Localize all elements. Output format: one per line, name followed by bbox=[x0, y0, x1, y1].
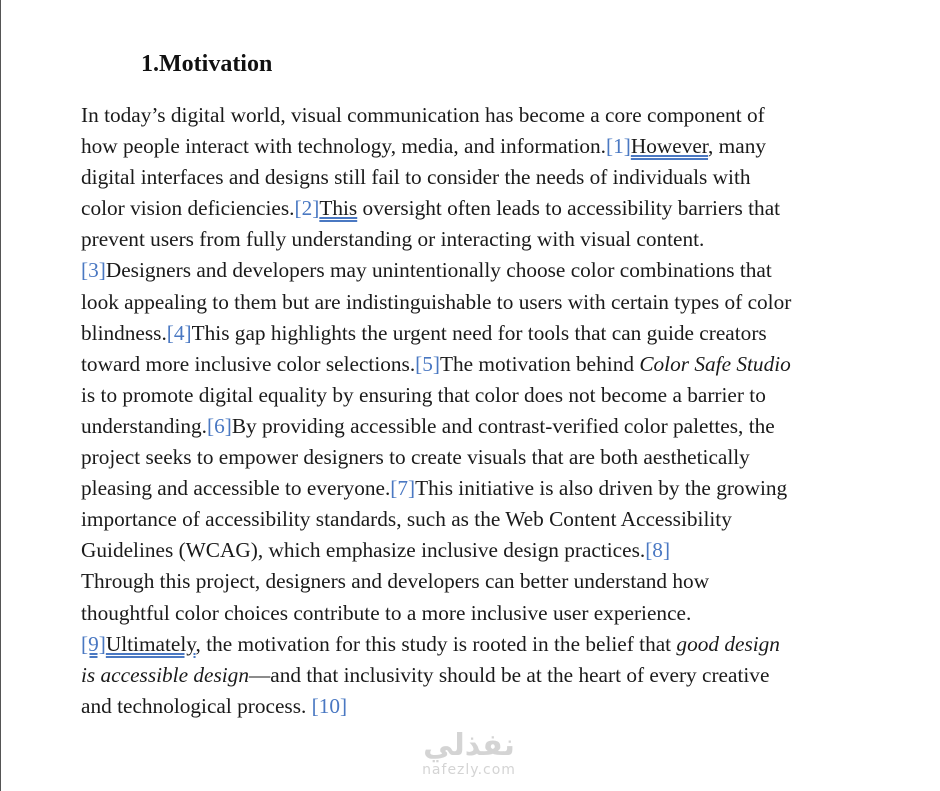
citation-link[interactable]: [3] bbox=[81, 258, 106, 283]
text-run: Designers and developers may unintentionally choose color combinations that bbox=[105, 258, 772, 283]
text-line bbox=[81, 473, 871, 504]
text-line bbox=[81, 691, 871, 722]
text-line bbox=[81, 380, 871, 411]
text-run: Guidelines (WCAG), which emphasize inclusive design practices. bbox=[81, 538, 646, 563]
text-run: toward more inclusive color selections. bbox=[81, 351, 416, 376]
text-run: is accessible design bbox=[81, 662, 249, 687]
text-run: importance of accessibility standards, such as the Web Content Accessibility bbox=[81, 507, 732, 532]
text-run: This bbox=[319, 196, 358, 221]
text-line bbox=[81, 504, 871, 535]
text-run: color vision deficiencies. bbox=[81, 196, 295, 221]
text-line bbox=[81, 442, 871, 473]
text-line bbox=[81, 162, 871, 193]
text-run: Color Safe Studio bbox=[639, 351, 791, 376]
text-line bbox=[81, 131, 871, 162]
text-line bbox=[81, 598, 871, 629]
text-line bbox=[81, 224, 871, 255]
citation-link[interactable]: [8] bbox=[645, 538, 671, 563]
text-run: pleasing and accessible to everyone. bbox=[81, 476, 391, 501]
text-run: how people interact with technology, media, and information. bbox=[81, 134, 606, 159]
text-run: However bbox=[630, 134, 709, 159]
text-run: thoughtful color choices contribute to a more inclusive user experience. bbox=[81, 600, 692, 625]
text-line bbox=[81, 193, 871, 224]
text-run: Through this project, designers and developers can better understand how bbox=[81, 569, 710, 594]
text-run: oversight often leads to accessibility barriers that bbox=[357, 196, 781, 221]
text-run: This gap highlights the urgent need for tools that can guide creators bbox=[191, 320, 767, 345]
text-run: The motivation behind bbox=[440, 351, 640, 376]
citation-link[interactable]: [9] bbox=[81, 631, 106, 656]
section-heading: 1.Motivation bbox=[141, 51, 273, 77]
citation-link[interactable]: [5] bbox=[415, 351, 440, 376]
text-run: digital interfaces and designs still fail to consider the needs of individuals with bbox=[81, 165, 751, 190]
text-run: blindness. bbox=[81, 320, 167, 345]
page-left-border bbox=[0, 0, 1, 791]
text-run: , the motivation for this study is rooted in the belief that bbox=[195, 631, 677, 656]
citation-link[interactable]: [2] bbox=[294, 196, 320, 221]
text-run: good design bbox=[676, 631, 780, 656]
text-run: understanding. bbox=[81, 413, 207, 438]
watermark-latin: nafezly.com bbox=[422, 762, 516, 778]
text-line bbox=[81, 255, 871, 286]
text-line bbox=[81, 566, 871, 597]
text-run: This initiative is also driven by the growing bbox=[415, 476, 788, 501]
text-run: —and that inclusivity should be at the heart of every creative bbox=[248, 662, 770, 687]
text-line bbox=[81, 287, 871, 318]
text-run: is to promote digital equality by ensuring that color does not become a barrier to bbox=[81, 382, 766, 407]
text-run: Ultimately bbox=[105, 631, 196, 656]
text-run: , many bbox=[708, 134, 766, 159]
text-line bbox=[81, 629, 871, 660]
watermark-arabic: نفذلي bbox=[423, 728, 515, 763]
text-line bbox=[81, 535, 871, 566]
text-line bbox=[81, 660, 871, 691]
text-line bbox=[81, 318, 871, 349]
text-run: prevent users from fully understanding or interacting with visual content. bbox=[81, 227, 705, 252]
citation-link[interactable]: [7] bbox=[390, 476, 416, 501]
citation-link[interactable]: [6] bbox=[206, 413, 232, 438]
watermark bbox=[409, 730, 529, 778]
citation-link[interactable]: [4] bbox=[166, 320, 192, 345]
text-run: project seeks to empower designers to create visuals that are both aesthetically bbox=[81, 445, 750, 470]
citation-link[interactable]: [10] bbox=[311, 693, 348, 718]
text-line bbox=[81, 349, 871, 380]
text-run: and technological process. bbox=[81, 693, 312, 718]
text-line bbox=[81, 100, 871, 131]
body-paragraph bbox=[81, 100, 871, 722]
text-line bbox=[81, 411, 871, 442]
text-run: look appealing to them but are indistinguishable to users with certain types of color bbox=[81, 289, 792, 314]
citation-link[interactable]: [1] bbox=[605, 134, 631, 159]
text-run: In today’s digital world, visual communication has become a core component of bbox=[81, 103, 765, 127]
text-run: By providing accessible and contrast-verified color palettes, the bbox=[231, 413, 775, 438]
